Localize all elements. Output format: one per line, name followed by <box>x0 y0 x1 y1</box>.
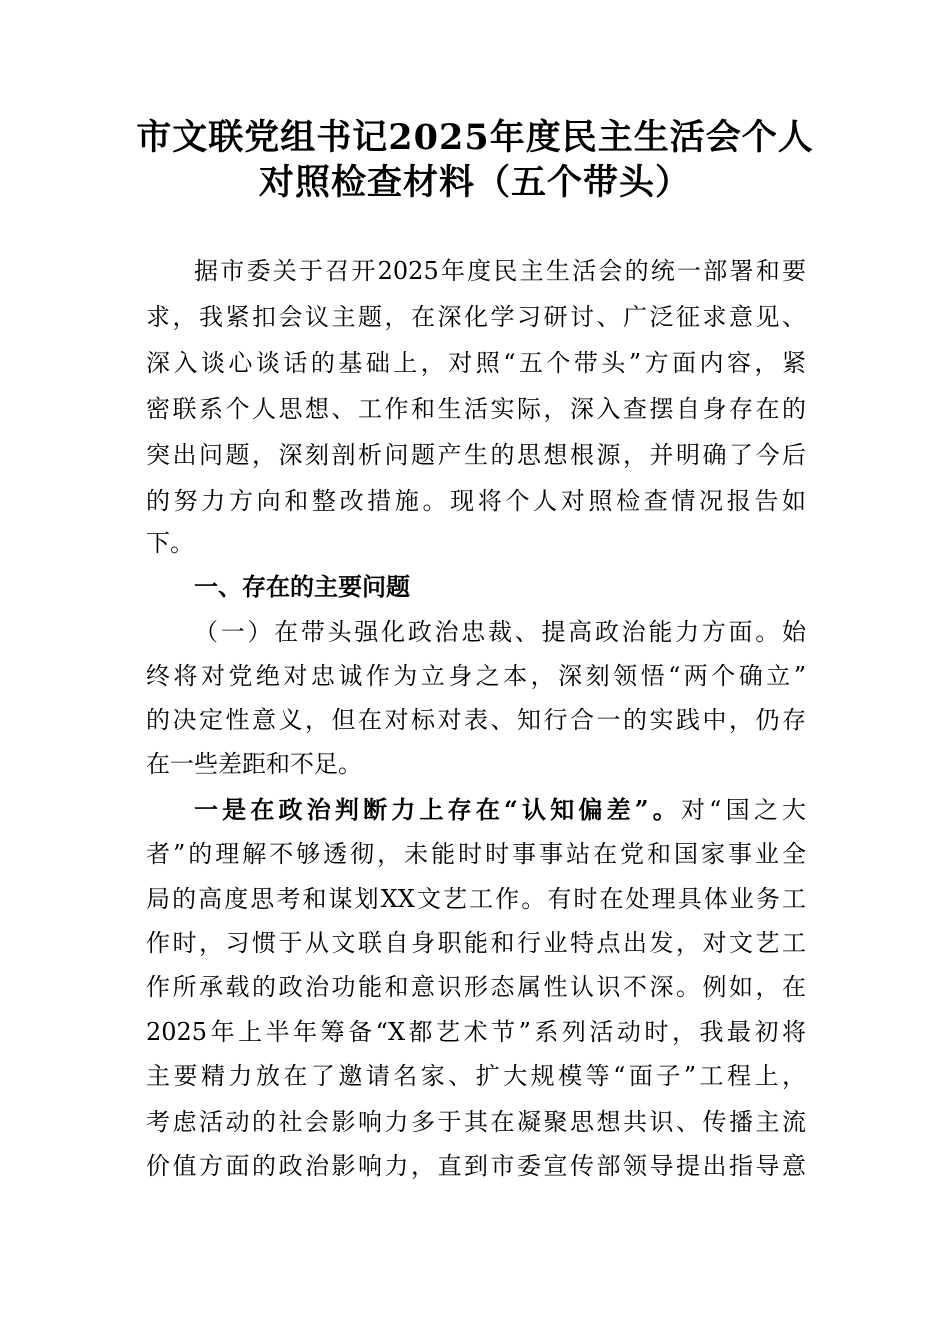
subsection-line-2: 终将对党绝对忠诚作为立身之本，深刻领悟“两个确立” <box>146 662 806 690</box>
point-lead-rest: 对“国之大 <box>680 796 807 824</box>
point-line-4: 作时，习惯于从文联自身职能和行业特点出发，对文艺工 <box>146 929 806 957</box>
point-line-1 <box>194 787 806 833</box>
document-title-line-2: 对照检查材料（五个带头） <box>258 162 691 203</box>
point-line-9: 价值方面的政治影响力，直到市委宣传部领导提出指导意 <box>146 1152 806 1180</box>
point-line-2: 者”的理解不够透彻，未能时时事事站在党和国家事业全 <box>146 840 806 868</box>
subsection-line-4: 在一些差距和不足。 <box>146 750 362 778</box>
intro-line-2: 求，我紧扣会议主题，在深化学习研讨、广泛征求意见、 <box>146 303 806 331</box>
intro-line-6: 的努力方向和整改措施。现将个人对照检查情况报告如 <box>146 487 806 515</box>
point-lead-bold: 一是在政治判断力上存在“认知偏差”。 <box>194 795 681 824</box>
point-line-8: 考虑活动的社会影响力多于其在凝聚思想共识、传播主流 <box>146 1108 806 1136</box>
point-line-3: 局的高度思考和谋划XX文艺工作。有时在处理具体业务工 <box>146 885 806 913</box>
subsection-line-1: （一）在带头强化政治忠裁、提高政治能力方面。始 <box>194 618 806 646</box>
document-title-line-1: 市文联党组书记2025年度民主生活会个人 <box>136 117 814 158</box>
intro-line-1: 据市委关于召开2025年度民主生活会的统一部署和要 <box>194 257 806 285</box>
subsection-line-3: 的决定性意义，但在对标对表、知行合一的实践中，仍存 <box>146 706 806 734</box>
intro-line-7: 下。 <box>146 529 194 557</box>
point-line-5: 作所承载的政治功能和意识形态属性认识不深。例如，在 <box>146 973 806 1001</box>
intro-line-4: 密联系个人思想、工作和生活实际，深入查摆自身存在的 <box>146 395 806 423</box>
point-line-6: 2025年上半年筹备“X都艺术节”系列活动时，我最初将 <box>146 1018 806 1046</box>
section-heading: 一、存在的主要问题 <box>194 573 410 601</box>
point-line-7: 主要精力放在了邀请名家、扩大规模等“面子”工程上， <box>146 1062 806 1090</box>
intro-line-5: 突出问题，深刻剖析问题产生的思想根源，并明确了今后 <box>146 441 806 469</box>
intro-line-3: 深入谈心谈话的基础上，对照“五个带头”方面内容，紧 <box>146 349 806 377</box>
